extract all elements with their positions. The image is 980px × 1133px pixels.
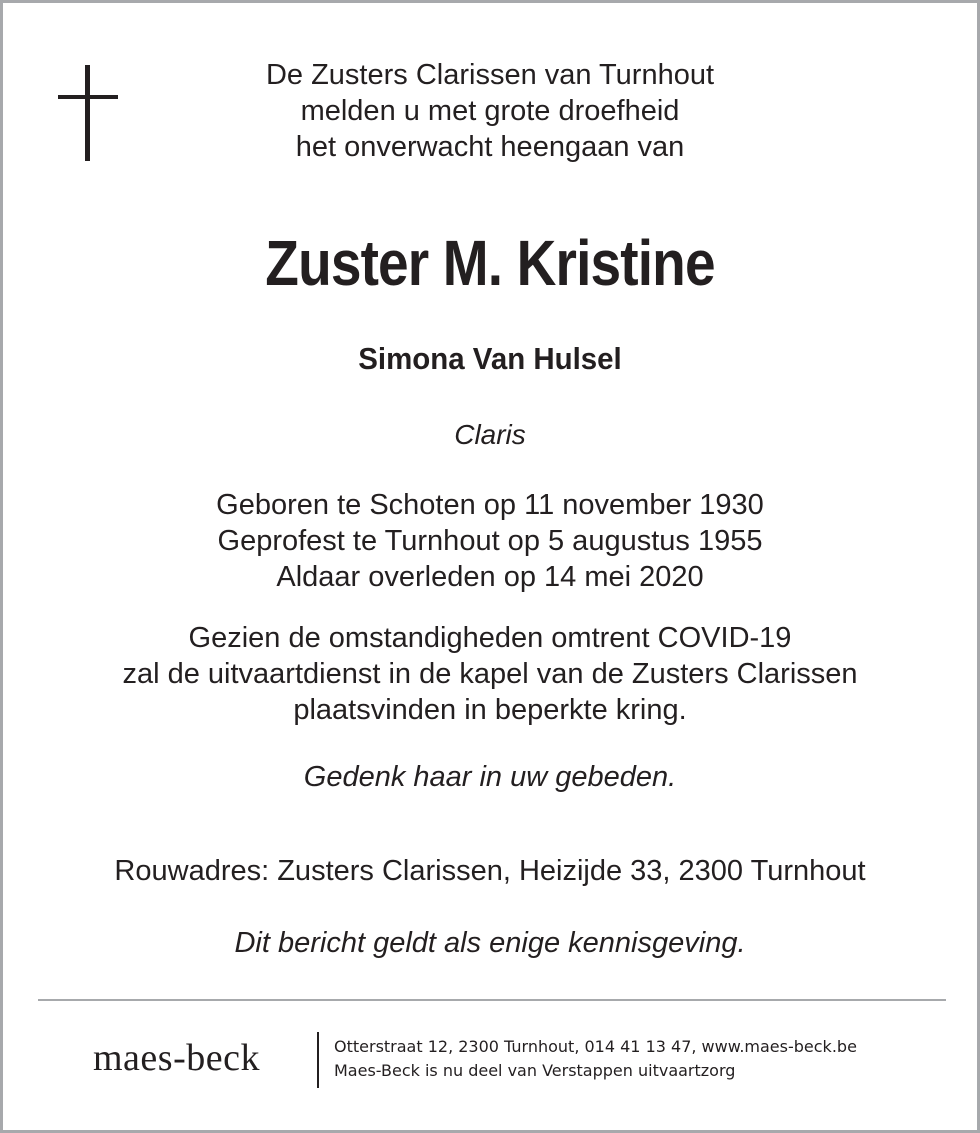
civil-name: Simona Van Hulsel	[358, 341, 622, 376]
funeral-home-logo: maes-beck	[93, 1037, 260, 1079]
life-dates	[3, 487, 977, 595]
prayer-request: Gedenk haar in uw gebeden.	[303, 761, 677, 793]
funeral-home-affiliation: Maes-Beck is nu deel van Verstappen uitvaartzorg	[334, 1061, 736, 1080]
funeral-line: Gezien de omstandigheden omtrent COVID-19	[188, 622, 792, 654]
intro-line: De Zusters Clarissen van Turnhout	[265, 59, 715, 91]
footer-separator	[317, 1032, 319, 1088]
sole-notice: Dit bericht geldt als enige kennisgeving.	[234, 927, 746, 959]
funeral-home-info	[334, 1035, 857, 1083]
date-line: Geboren te Schoten op 11 november 1930	[216, 489, 764, 521]
intro-text	[3, 57, 977, 165]
funeral-notice	[3, 620, 977, 728]
funeral-line: zal de uitvaartdienst in de kapel van de Zusters Clarissen	[122, 658, 858, 690]
intro-line: melden u met grote droefheid	[300, 95, 680, 127]
deceased-name: Zuster M. Kristine	[265, 227, 715, 299]
mourning-address: Rouwadres: Zusters Clarissen, Heizijde 33, 2300 Turnhout	[114, 855, 866, 887]
intro-line: het onverwacht heengaan van	[295, 131, 685, 163]
funeral-line: plaatsvinden in beperkte kring.	[293, 694, 687, 726]
date-line: Aldaar overleden op 14 mei 2020	[276, 561, 704, 593]
religious-order: Claris	[454, 419, 526, 450]
date-line: Geprofest te Turnhout op 5 augustus 1955	[217, 525, 763, 557]
funeral-home-contact: Otterstraat 12, 2300 Turnhout, 014 41 13 47, www.maes-beck.be	[334, 1037, 857, 1056]
footer-divider	[38, 999, 946, 1001]
